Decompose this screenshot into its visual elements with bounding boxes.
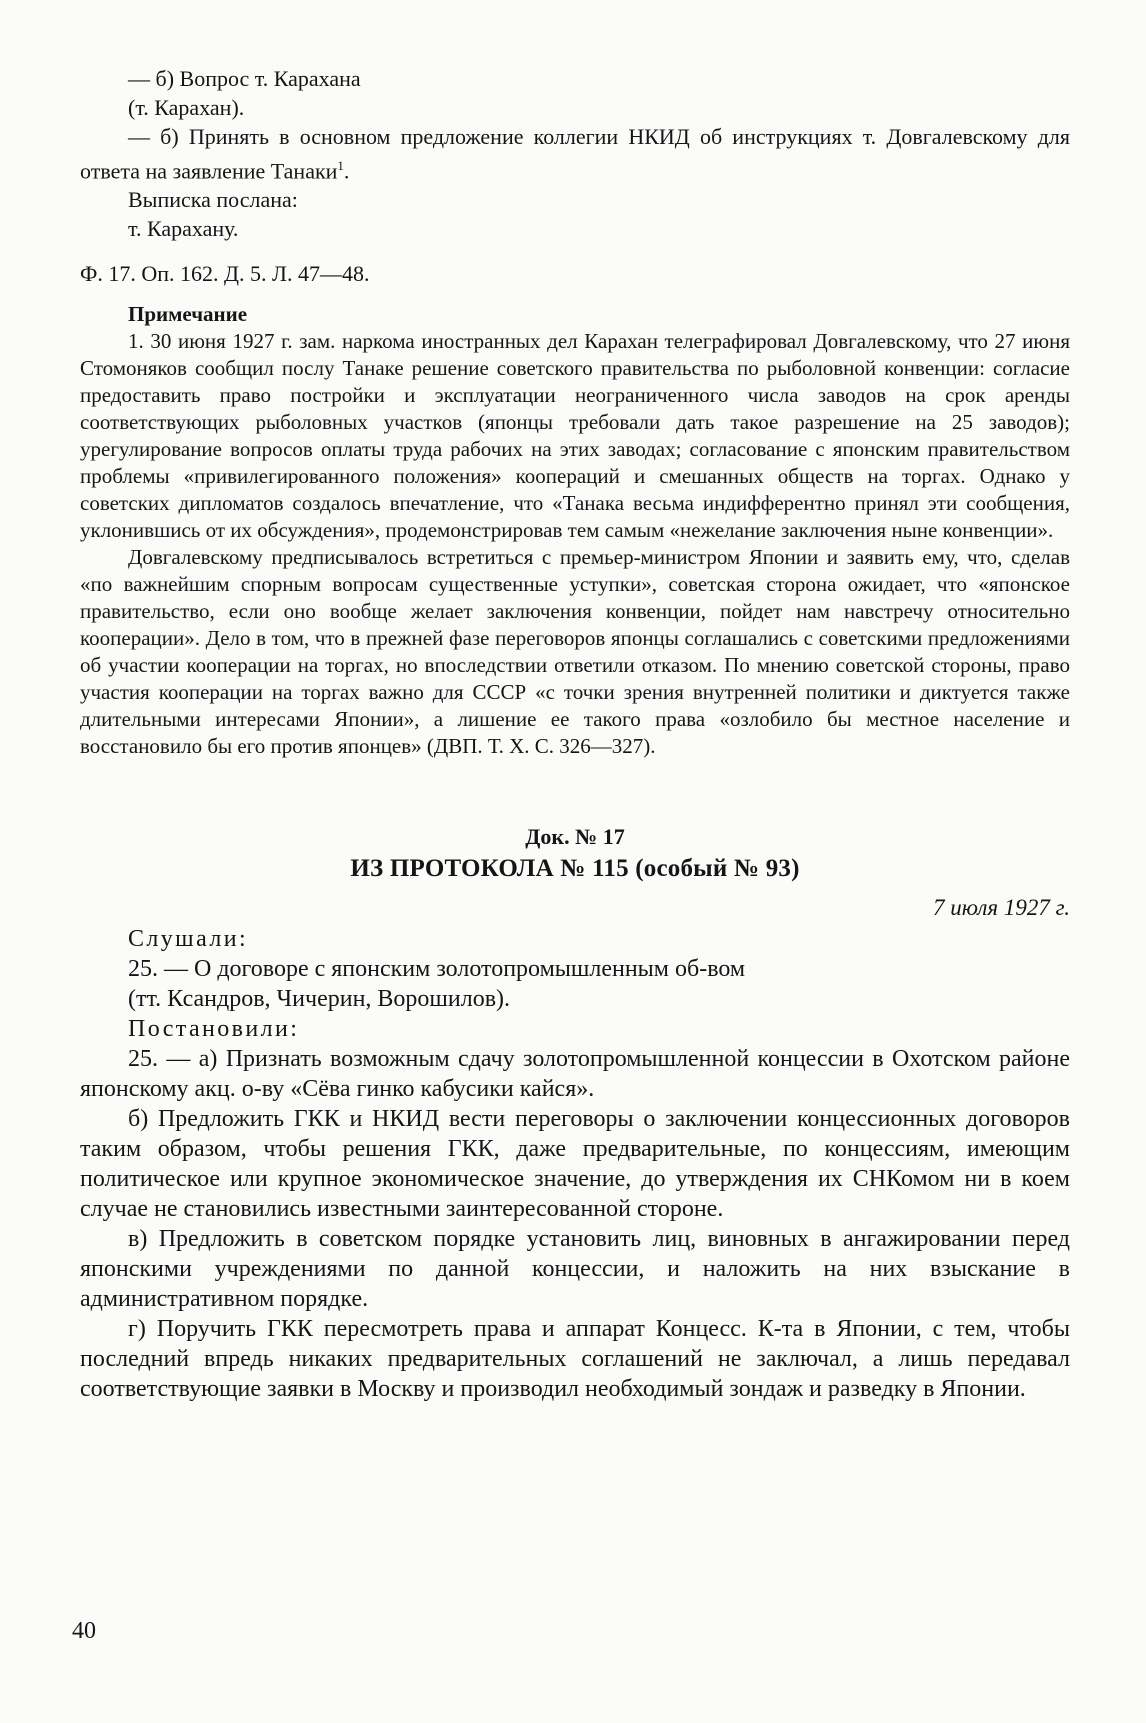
footnote-ref: 1: [337, 158, 344, 173]
document-date: 7 июля 1927 г.: [932, 895, 1070, 921]
extract-sent-label: Выписка послана:: [128, 187, 298, 213]
heard-item: 25. — О договоре с японским золотопромышленным об-вом: [128, 956, 746, 983]
document-number: Док. № 17: [525, 824, 625, 850]
item-b-person: (т. Карахан).: [128, 95, 245, 120]
heard-people: (тт. Ксандров, Чичерин, Ворошилов).: [128, 986, 511, 1013]
protocol-excerpt-top: [80, 64, 1070, 288]
decision-b: б) Предложить ГКК и НКИД вести переговоры о заключении концессионных договоров таким образом, чтобы решения ГКК, даже предварительные, по концессиям, имеющим политическое или крупное экономическое значение, до утверждения их СНКомом ни в коем случае не становились известными заинтересованной стороне.: [80, 1106, 1070, 1223]
note-paragraph-1: 1. 30 июня 1927 г. зам. наркома иностранных дел Карахан телеграфировал Довгалевскому, что 27 июня Стомоняков сообщил послу Танаке решение советского правительства по рыболовной конвенции: согласие предоставить право постройки и эксплуатации неограниченного числа заводов на срок аренды соответствующих рыболовных участков (японцы требовали дать такое разрешение на 25 заводов); урегулирование вопросов оплаты труда рабочих на этих заводах; согласование с японским правительством проблемы «привилегированного положения» коопераций и смешанных обществ на торгах. Однако у советских дипломатов создалось впечатление, что «Танака весьма индифферентно принял эти сообщения, уклонившись от их обсуждения», продемонстрировав тем самым «нежелание заключения ныне конвенции».: [80, 329, 1070, 543]
archive-reference: Ф. 17. Оп. 162. Д. 5. Л. 47—48.: [80, 261, 370, 287]
note-heading: Примечание: [128, 302, 248, 327]
item-b-question: — б) Вопрос т. Карахана: [128, 66, 361, 91]
extract-recipient: т. Карахану.: [128, 216, 239, 242]
decided-label: Постановили:: [128, 1016, 300, 1043]
item-b-decision-end: .: [343, 158, 350, 184]
note-body: [80, 328, 1070, 760]
document-title: ИЗ ПРОТОКОЛА № 115 (особый № 93): [350, 855, 800, 883]
heard-label: Слушали:: [128, 926, 249, 953]
decision-v: в) Предложить в советском порядке установить лиц, виновных в ангажировании перед японскими учреждениями по данной концессии, и наложить на них взыскание в административном порядке.: [80, 1226, 1070, 1313]
protocol-body: [80, 924, 1070, 1404]
document-page: [80, 64, 1070, 1404]
decision-a: 25. — а) Признать возможным сдачу золотопромышленной концессии в Охотском районе японскому акц. о-ву «Сёва гинко кабусики кайся».: [80, 1046, 1070, 1103]
decision-g: г) Поручить ГКК пересмотреть права и аппарат Концесс. К-та в Японии, с тем, чтобы последний впредь никаких предварительных соглашений не заключал, а лишь передавал соответствующие заявки в Москву и производил необходимый зондаж и разведку в Японии.: [80, 1316, 1070, 1403]
item-b-decision: [80, 122, 1070, 185]
page-number: 40: [72, 1618, 96, 1644]
item-b-decision-text: — б) Принять в основном предложение коллегии НКИД об инструкциях т. Довгалевскому для ответа на заявление Танаки: [80, 124, 1070, 184]
note-paragraph-2: Довгалевскому предписывалось встретиться с премьер-министром Японии и заявить ему, что, сделав «по важнейшим спорным вопросам существенные уступки», советская сторона ожидает, что «японское правительство, если оно вообще желает заключения конвенции, пойдет нам навстречу относительно кооперации». Дело в том, что в прежней фазе переговоров японцы соглашались с советскими предложениями об участии кооперации на торгах, но впоследствии ответили отказом. По мнению советской стороны, право участия кооперации на торгах важно для СССР «с точки зрения внутренней политики и диктуется также длительными интересами Японии», а лишение ее такого права «озлобило бы местное население и восстановило бы его против японцев» (ДВП. Т. Х. С. 326—327).: [80, 545, 1070, 759]
